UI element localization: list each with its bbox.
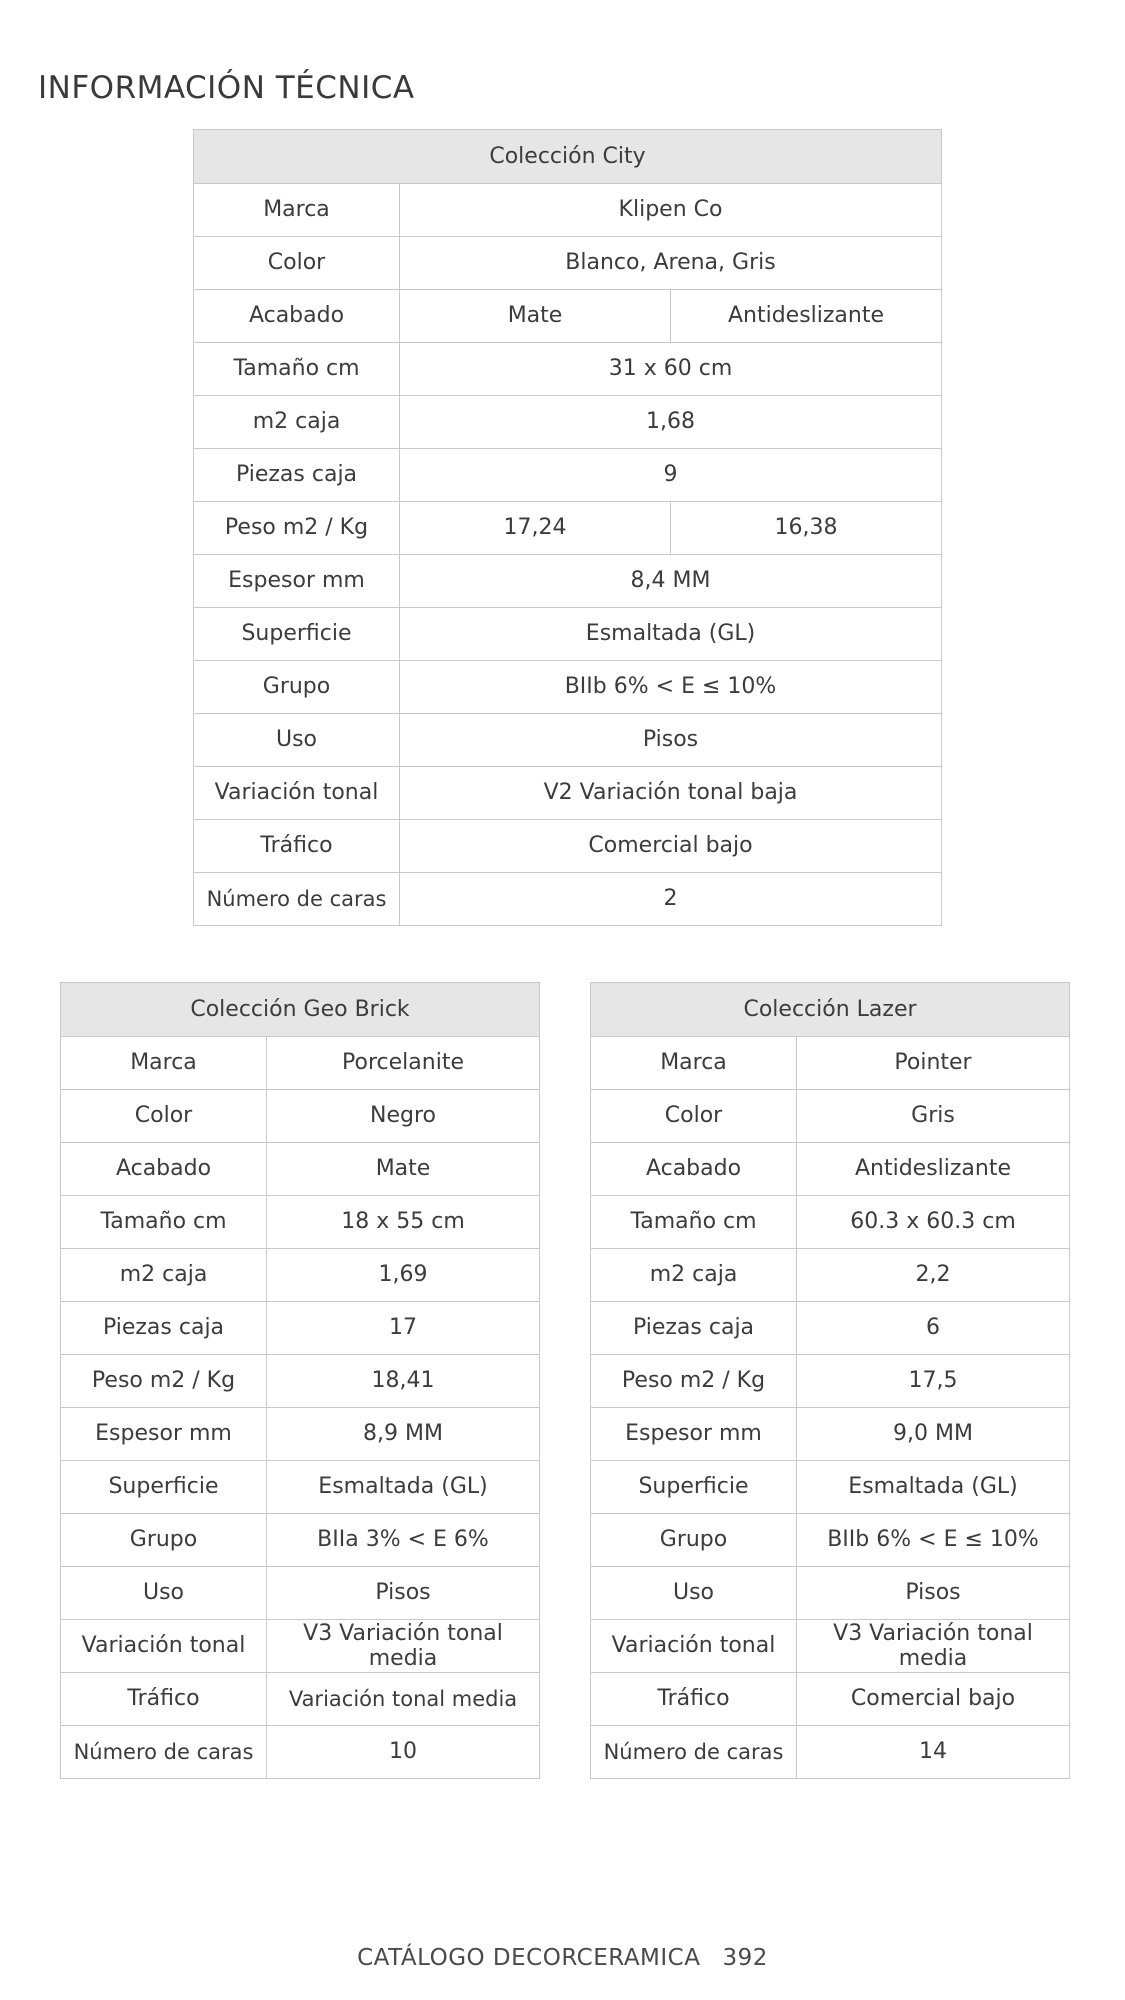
table-row: [61, 1143, 540, 1196]
label-peso: Peso m2 / Kg: [194, 502, 400, 555]
table-row: [194, 237, 942, 290]
label-peso: Peso m2 / Kg: [61, 1355, 267, 1408]
lazer-spec-table: [590, 982, 1070, 1779]
label-caras: Número de caras: [591, 1726, 797, 1779]
label-uso: Uso: [61, 1567, 267, 1620]
table-row: [591, 1408, 1070, 1461]
table-row: [194, 873, 942, 926]
lazer-marca-value: Pointer: [797, 1037, 1070, 1090]
geo-uso-value: Pisos: [267, 1567, 540, 1620]
label-espesor: Espesor mm: [591, 1408, 797, 1461]
table-row: [194, 820, 942, 873]
label-superficie: Superficie: [61, 1461, 267, 1514]
table-row: [194, 502, 942, 555]
geo-superficie-value: Esmaltada (GL): [267, 1461, 540, 1514]
table-row: [591, 1620, 1070, 1673]
label-marca: Marca: [591, 1037, 797, 1090]
table-row: [591, 1090, 1070, 1143]
geo-tamano-value: 18 x 55 cm: [267, 1196, 540, 1249]
label-caras: Número de caras: [194, 873, 400, 926]
lazer-tamano-value: 60.3 x 60.3 cm: [797, 1196, 1070, 1249]
table-row: [194, 714, 942, 767]
lazer-color-value: Gris: [797, 1090, 1070, 1143]
city-grupo-value: BIIb 6% < E ≤ 10%: [400, 661, 942, 714]
table-row: [61, 1249, 540, 1302]
table-row: [61, 1408, 540, 1461]
table-row: [61, 1461, 540, 1514]
table-row: [61, 1567, 540, 1620]
lazer-peso-value: 17,5: [797, 1355, 1070, 1408]
table-row: [194, 555, 942, 608]
geo-espesor-value: 8,9 MM: [267, 1408, 540, 1461]
label-tamano: Tamaño cm: [194, 343, 400, 396]
table-row: [61, 1037, 540, 1090]
geo-trafico-value: Variación tonal media: [267, 1673, 540, 1726]
geo-variacion-value: V3 Variación tonal media: [267, 1620, 540, 1673]
table-row: [61, 1620, 540, 1673]
label-color: Color: [194, 237, 400, 290]
table-row: [194, 396, 942, 449]
page-footer: [0, 1945, 1125, 1971]
geo-caras-value: 10: [267, 1726, 540, 1779]
label-variacion: Variación tonal: [194, 767, 400, 820]
label-acabado: Acabado: [194, 290, 400, 343]
label-piezas: Piezas caja: [61, 1302, 267, 1355]
table-row: [591, 1514, 1070, 1567]
label-espesor: Espesor mm: [61, 1408, 267, 1461]
table-row: [591, 1143, 1070, 1196]
table-header-row: [61, 983, 540, 1037]
label-variacion: Variación tonal: [591, 1620, 797, 1673]
table-row: [61, 1302, 540, 1355]
geo-peso-value: 18,41: [267, 1355, 540, 1408]
city-espesor-value: 8,4 MM: [400, 555, 942, 608]
table-row: [591, 1567, 1070, 1620]
page-title: INFORMACIÓN TÉCNICA: [38, 70, 415, 106]
label-trafico: Tráfico: [61, 1673, 267, 1726]
city-variacion-value: V2 Variación tonal baja: [400, 767, 942, 820]
city-trafico-value: Comercial bajo: [400, 820, 942, 873]
geo-collection-title: Colección Geo Brick: [61, 983, 540, 1037]
label-tamano: Tamaño cm: [61, 1196, 267, 1249]
label-piezas: Piezas caja: [194, 449, 400, 502]
label-piezas: Piezas caja: [591, 1302, 797, 1355]
label-m2caja: m2 caja: [194, 396, 400, 449]
lazer-trafico-value: Comercial bajo: [797, 1673, 1070, 1726]
label-trafico: Tráfico: [591, 1673, 797, 1726]
table-row: [61, 1090, 540, 1143]
geo-acabado-value: Mate: [267, 1143, 540, 1196]
table-row: [194, 290, 942, 343]
label-acabado: Acabado: [591, 1143, 797, 1196]
lazer-grupo-value: BIIb 6% < E ≤ 10%: [797, 1514, 1070, 1567]
label-color: Color: [61, 1090, 267, 1143]
table-row: [591, 1673, 1070, 1726]
label-superficie: Superficie: [194, 608, 400, 661]
table-row: [194, 449, 942, 502]
table-row: [591, 1355, 1070, 1408]
table-header-row: [194, 130, 942, 184]
city-piezas-value: 9: [400, 449, 942, 502]
city-uso-value: Pisos: [400, 714, 942, 767]
catalog-name: CATÁLOGO DECORCERAMICA: [357, 1945, 701, 1971]
city-color-value: Blanco, Arena, Gris: [400, 237, 942, 290]
label-uso: Uso: [194, 714, 400, 767]
label-marca: Marca: [194, 184, 400, 237]
label-espesor: Espesor mm: [194, 555, 400, 608]
table-row: [591, 1196, 1070, 1249]
table-row: [61, 1673, 540, 1726]
geo-marca-value: Porcelanite: [267, 1037, 540, 1090]
lazer-m2caja-value: 2,2: [797, 1249, 1070, 1302]
table-row: [61, 1196, 540, 1249]
city-marca-value: Klipen Co: [400, 184, 942, 237]
table-row: [591, 1302, 1070, 1355]
table-row: [591, 1726, 1070, 1779]
label-caras: Número de caras: [61, 1726, 267, 1779]
page-number: 392: [722, 1945, 768, 1971]
lazer-caras-value: 14: [797, 1726, 1070, 1779]
label-uso: Uso: [591, 1567, 797, 1620]
label-superficie: Superficie: [591, 1461, 797, 1514]
label-m2caja: m2 caja: [591, 1249, 797, 1302]
geo-piezas-value: 17: [267, 1302, 540, 1355]
table-row: [591, 1249, 1070, 1302]
label-variacion: Variación tonal: [61, 1620, 267, 1673]
city-tamano-value: 31 x 60 cm: [400, 343, 942, 396]
label-color: Color: [591, 1090, 797, 1143]
label-grupo: Grupo: [591, 1514, 797, 1567]
city-caras-value: 2: [400, 873, 942, 926]
label-tamano: Tamaño cm: [591, 1196, 797, 1249]
geo-m2caja-value: 1,69: [267, 1249, 540, 1302]
city-acabado-value-2: Antideslizante: [671, 290, 942, 343]
city-superficie-value: Esmaltada (GL): [400, 608, 942, 661]
geo-brick-spec-table: [60, 982, 540, 1779]
table-header-row: [591, 983, 1070, 1037]
city-spec-table: [193, 129, 942, 926]
label-m2caja: m2 caja: [61, 1249, 267, 1302]
label-grupo: Grupo: [61, 1514, 267, 1567]
label-trafico: Tráfico: [194, 820, 400, 873]
city-m2caja-value: 1,68: [400, 396, 942, 449]
lazer-acabado-value: Antideslizante: [797, 1143, 1070, 1196]
lazer-superficie-value: Esmaltada (GL): [797, 1461, 1070, 1514]
city-peso-value-1: 17,24: [400, 502, 671, 555]
geo-grupo-value: BIIa 3% < E 6%: [267, 1514, 540, 1567]
lazer-espesor-value: 9,0 MM: [797, 1408, 1070, 1461]
lazer-uso-value: Pisos: [797, 1567, 1070, 1620]
lazer-variacion-value: V3 Variación tonal media: [797, 1620, 1070, 1673]
table-row: [591, 1461, 1070, 1514]
city-collection-title: Colección City: [194, 130, 942, 184]
table-row: [194, 608, 942, 661]
table-row: [194, 184, 942, 237]
table-row: [61, 1514, 540, 1567]
label-peso: Peso m2 / Kg: [591, 1355, 797, 1408]
table-row: [194, 767, 942, 820]
lazer-collection-title: Colección Lazer: [591, 983, 1070, 1037]
table-row: [591, 1037, 1070, 1090]
table-row: [194, 661, 942, 714]
table-row: [61, 1726, 540, 1779]
geo-color-value: Negro: [267, 1090, 540, 1143]
lazer-piezas-value: 6: [797, 1302, 1070, 1355]
label-marca: Marca: [61, 1037, 267, 1090]
label-grupo: Grupo: [194, 661, 400, 714]
table-row: [61, 1355, 540, 1408]
label-acabado: Acabado: [61, 1143, 267, 1196]
city-acabado-value-1: Mate: [400, 290, 671, 343]
table-row: [194, 343, 942, 396]
city-peso-value-2: 16,38: [671, 502, 942, 555]
